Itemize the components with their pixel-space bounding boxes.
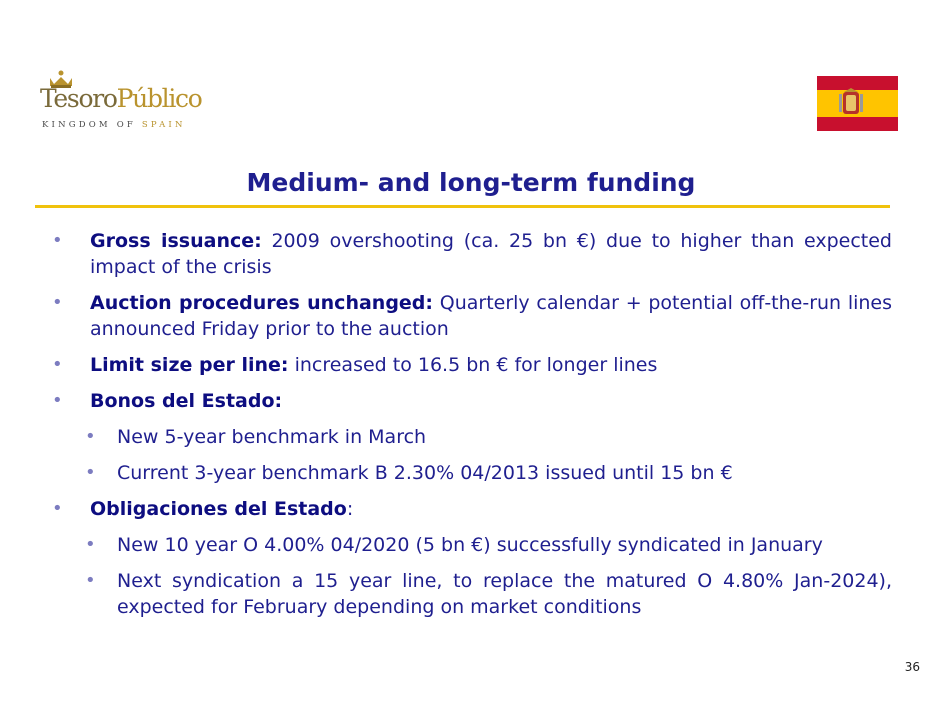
bullet-text: increased to 16.5 bn € for longer lines: [288, 354, 658, 376]
tesoro-publico-logo: [40, 70, 200, 140]
logo-name-b: Público: [116, 84, 202, 113]
bullet-text: New 10 year O 4.00% 04/2020 (5 bn €) successfully syndicated in January: [117, 534, 823, 556]
bullet-dot: •: [52, 390, 63, 411]
bullet-keyword: Bonos del Estado:: [90, 390, 283, 412]
bullet-text: :: [346, 498, 354, 520]
bullet-dot: •: [52, 292, 63, 313]
sub-bullet-item: [52, 424, 892, 450]
bullet-dot: •: [85, 462, 96, 483]
bullet-list: [52, 228, 892, 620]
bullet-keyword: Gross issuance:: [90, 230, 262, 252]
sub-bullet-item: [52, 460, 892, 486]
logo-name-a: Tesoro: [40, 84, 117, 113]
sub-bullet-item: [52, 532, 892, 558]
logo-name: [40, 84, 202, 113]
bullet-item: [52, 352, 892, 378]
bullet-keyword: Limit size per line:: [90, 354, 289, 376]
bullet-item: [52, 228, 892, 280]
bullet-dot: •: [85, 426, 96, 447]
bullet-item: [52, 388, 892, 414]
logo-subtitle: [42, 120, 186, 130]
title-divider: [35, 205, 890, 208]
bullet-text: Quarterly calendar + potential off-the-run lines announced Friday prior to the auction: [90, 292, 893, 340]
bullet-text: 2009 overshooting (ca. 25 bn €) due to higher than expected impact of the crisis: [90, 230, 892, 278]
bullet-item: [52, 496, 892, 522]
sub-bullet-item: [52, 568, 892, 620]
bullet-text: Next syndication a 15 year line, to replace the matured O 4.80% Jan-2024), expected for February depending on market conditions: [117, 570, 892, 618]
bullet-keyword: Obligaciones del Estado: [90, 498, 347, 520]
spain-flag-icon: [817, 76, 898, 131]
bullet-dot: •: [52, 354, 63, 375]
bullet-dot: •: [85, 570, 96, 591]
bullet-text: Current 3-year benchmark B 2.30% 04/2013 issued until 15 bn €: [117, 462, 733, 484]
logo-sub-b: SPAIN: [141, 120, 186, 130]
bullet-text: New 5-year benchmark in March: [117, 426, 427, 448]
logo-sub-a: KINGDOM OF: [42, 120, 136, 130]
bullet-item: [52, 290, 892, 342]
bullet-keyword: Auction procedures unchanged:: [90, 292, 434, 314]
bullet-dot: •: [85, 534, 96, 555]
bullet-dot: •: [52, 498, 63, 519]
page-title: Medium- and long-term funding: [246, 168, 696, 197]
page-number: 36: [904, 660, 920, 674]
bullet-dot: •: [52, 230, 63, 251]
